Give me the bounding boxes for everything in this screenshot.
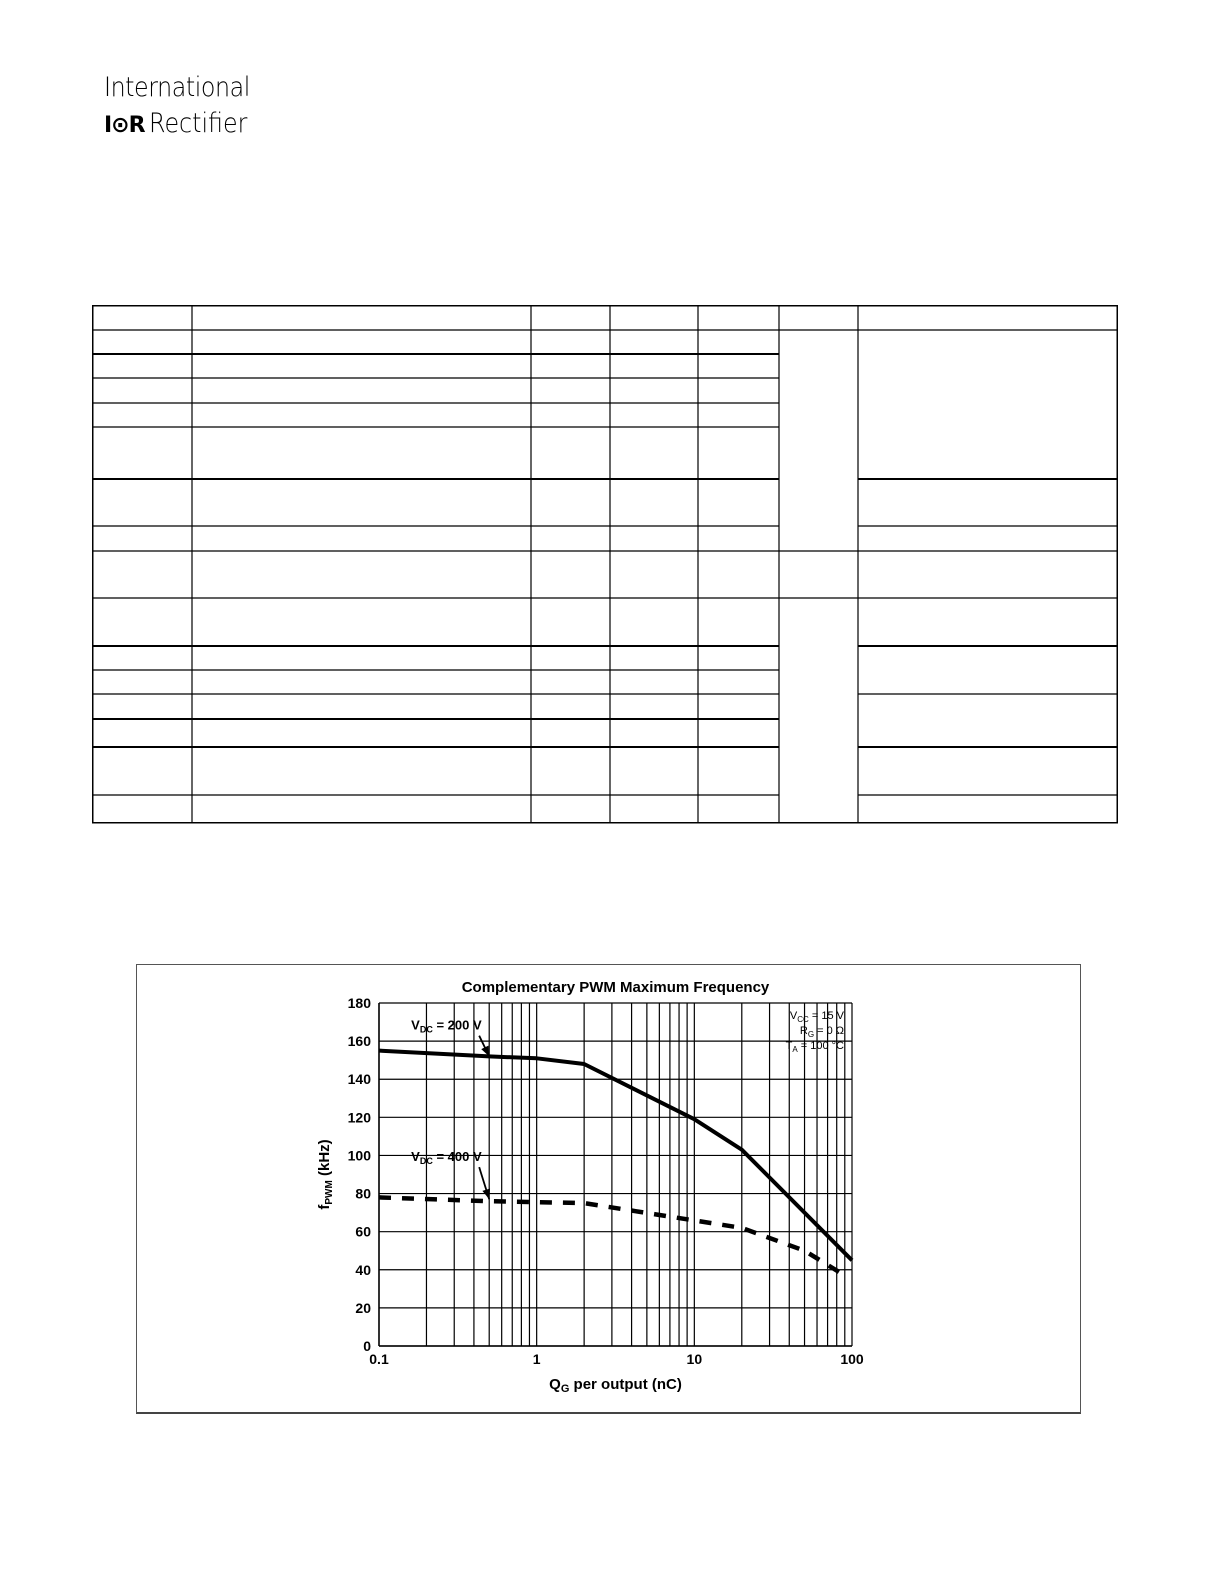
condition-label: $R_G = 0$ Ω	[799, 1025, 844, 1039]
condition-label: $V_{CC} = 15$ V	[789, 1010, 844, 1024]
x-tick-label: 100	[840, 1351, 864, 1367]
company-logo	[104, 72, 274, 142]
y-tick-label: 60	[355, 1223, 371, 1240]
logo-text-rectifier: Rectifier	[148, 108, 247, 139]
y-tick-label: 20	[355, 1299, 371, 1316]
series-label-400v: $V_{DC} = 400$ V	[411, 1149, 482, 1167]
y-tick-label: 40	[355, 1261, 371, 1278]
x-tick-label: 1	[532, 1351, 541, 1367]
x-axis-label: $Q_G$ per output (nC)	[549, 1376, 682, 1395]
y-tick-label: 100	[347, 1147, 371, 1164]
logo-line-2	[104, 108, 260, 139]
condition-label: $T_A = 100$ °C	[785, 1040, 844, 1054]
chart-frame	[136, 964, 1081, 1414]
y-tick-label: 80	[355, 1185, 371, 1202]
y-tick-label: 180	[347, 995, 371, 1011]
y-tick-label: 160	[347, 1033, 371, 1050]
series-label-200v: $V_{DC} = 200$ V	[411, 1017, 482, 1035]
x-tick-label: 0.1	[369, 1351, 389, 1367]
table-border	[93, 306, 1118, 823]
y-tick-label: 120	[347, 1109, 371, 1126]
y-axis-label: $f_{PWM}$ (kHz)	[316, 1139, 335, 1210]
empty-spec-table	[92, 305, 1118, 824]
y-tick-label: 140	[347, 1071, 371, 1088]
ior-logo-mark: I⊙R	[104, 113, 145, 138]
pwm-frequency-chart	[137, 965, 1080, 1412]
x-tick-label: 10	[686, 1351, 703, 1367]
chart-title: Complementary PWM Maximum Frequency	[461, 979, 770, 996]
y-tick-label: 0	[363, 1338, 371, 1354]
logo-text-international: International	[104, 72, 250, 103]
